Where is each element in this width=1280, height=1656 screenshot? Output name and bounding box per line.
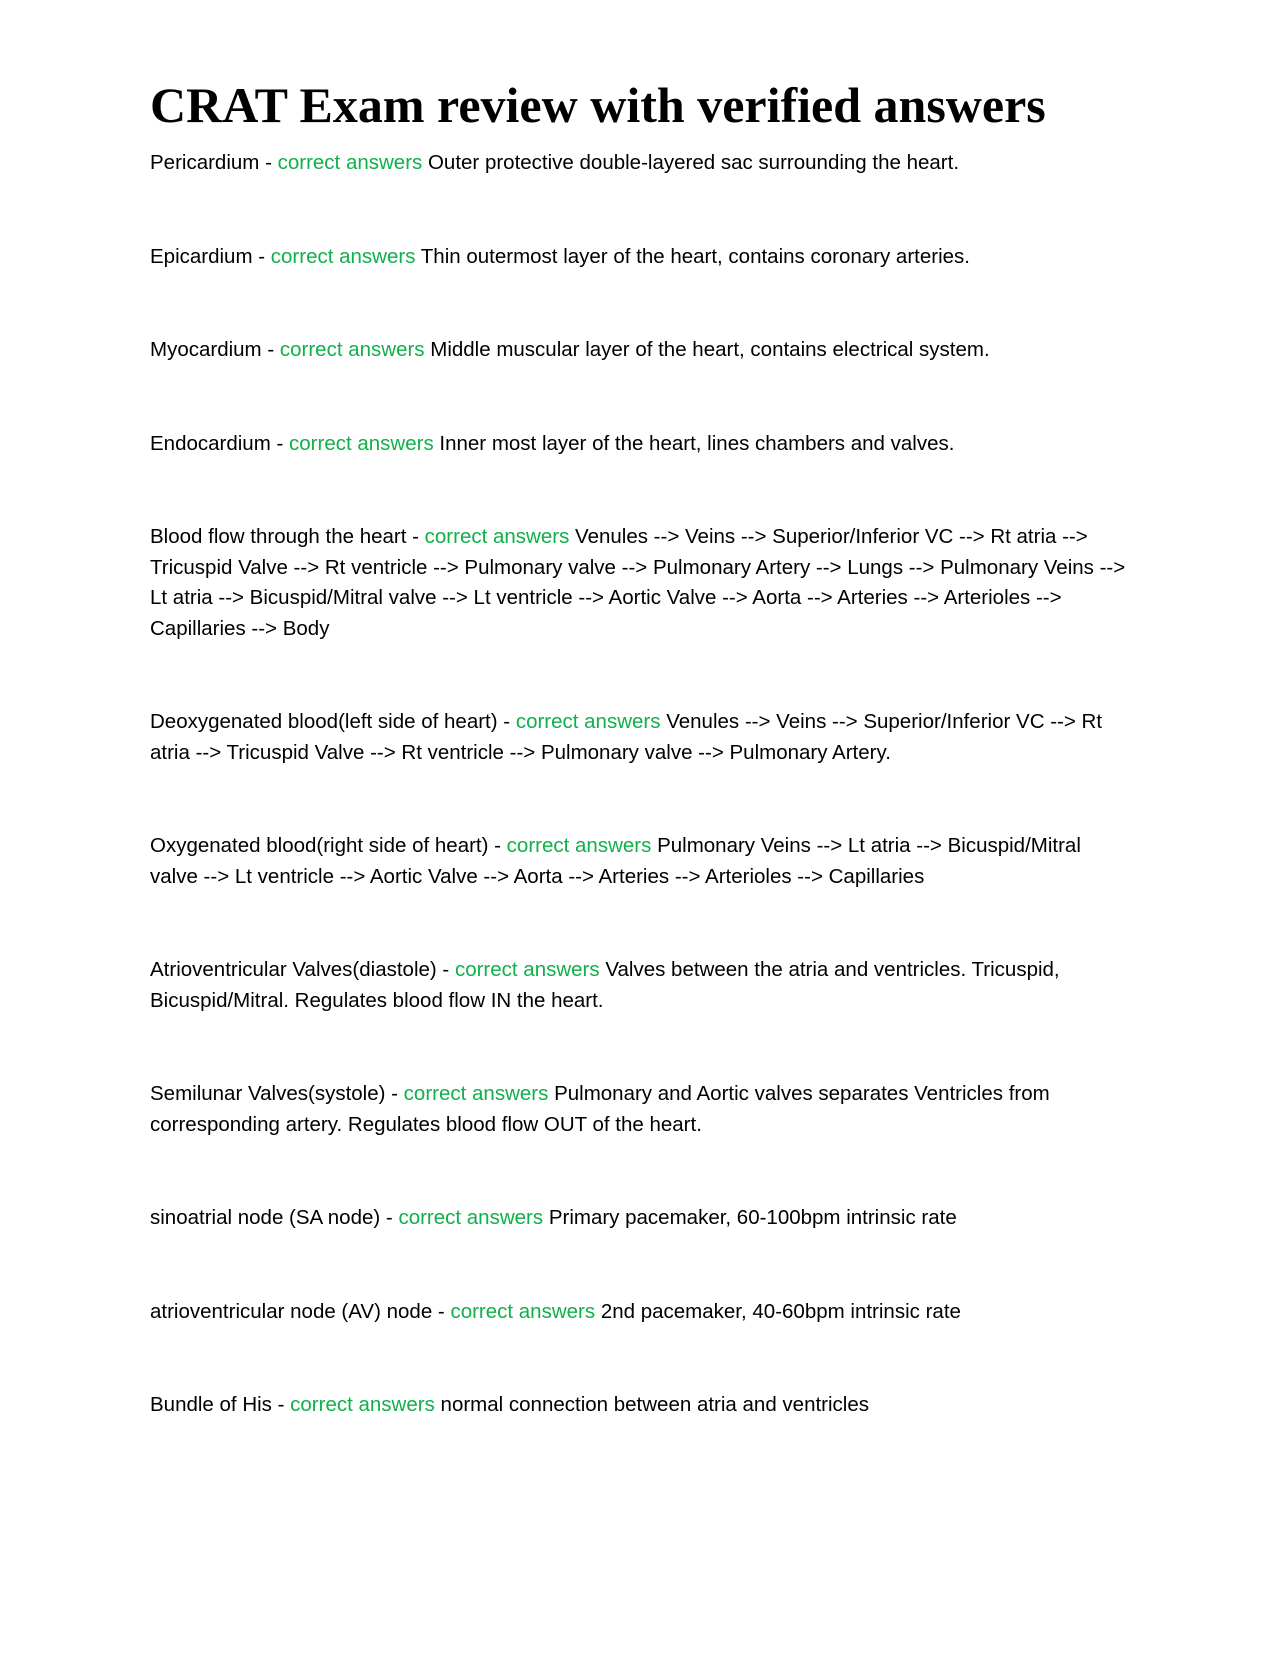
entry-definition: Valves between the atria and ventricles. Tricuspid, Bicuspid/Mitral. Regulates blood flow IN the heart. (150, 958, 1060, 1012)
entry-oxygenated-blood (150, 831, 1130, 892)
entry-epicardium (150, 242, 1130, 273)
entry-list (150, 148, 1130, 1421)
entry-separator: - (488, 834, 507, 857)
entry-separator: - (436, 958, 455, 981)
document-page (150, 70, 1130, 1484)
entry-definition: Inner most layer of the heart, lines chambers and valves. (439, 431, 955, 455)
entry-definition: Thin outermost layer of the heart, contains coronary arteries. (420, 244, 970, 268)
entry-blood-flow (150, 522, 1130, 644)
correct-answers-marker: correct answers (398, 1206, 544, 1229)
correct-answers-marker: correct answers (289, 431, 434, 455)
entry-av-node (150, 1297, 1130, 1328)
entry-term: Pericardium (150, 151, 260, 174)
entry-term: Deoxygenated blood(left side of heart) (150, 710, 498, 733)
entry-deoxygenated-blood (150, 707, 1130, 768)
entry-separator: - (385, 1082, 404, 1105)
entry-term: Semilunar Valves(systole) (150, 1082, 386, 1105)
entry-separator: - (432, 1299, 451, 1323)
entry-bundle-of-his (150, 1390, 1130, 1421)
entry-separator: - (271, 1393, 291, 1416)
correct-answers-marker: correct answers (506, 834, 652, 857)
entry-definition: Primary pacemaker, 60-100bpm intrinsic rate (548, 1206, 957, 1229)
entry-term: Myocardium (150, 338, 262, 361)
entry-endocardium (150, 429, 1130, 460)
entry-definition: 2nd pacemaker, 40-60bpm intrinsic rate (600, 1299, 961, 1323)
entry-definition: Pulmonary and Aortic valves separates Ventricles from corresponding artery. Regulates blood flow OUT of the heart. (150, 1082, 1050, 1136)
entry-term: Bundle of His (150, 1393, 272, 1416)
entry-term: Atrioventricular Valves(diastole) (150, 958, 437, 981)
entry-term: Oxygenated blood(right side of heart) (150, 834, 489, 857)
entry-definition: Venules --> Veins --> Superior/Inferior VC --> Rt atria --> Tricuspid Valve --> Rt ventricle --> Pulmonary valve --> Pulmonary Artery --> Lungs --> Pulmonary Veins --> Lt atria --> Bicuspid/Mitral valve --> Lt ventricle --> Aortic Valve --> Aorta --> Arteries --> Arterioles --> Capillaries --> Body (150, 525, 1126, 640)
correct-answers-marker: correct answers (424, 525, 570, 548)
entry-pericardium (150, 148, 1130, 179)
entry-term: sinoatrial node (SA node) (150, 1206, 381, 1229)
entry-sa-node (150, 1203, 1130, 1234)
entry-term: atrioventricular node (AV) node (150, 1299, 433, 1323)
correct-answers-marker: correct answers (403, 1082, 549, 1105)
correct-answers-marker: correct answers (277, 151, 423, 174)
entry-definition: Venules --> Veins --> Superior/Inferior VC --> Rt atria --> Tricuspid Valve --> Rt ventricle --> Pulmonary valve --> Pulmonary Artery. (150, 710, 1103, 764)
entry-term: Epicardium (150, 244, 253, 268)
entry-separator: - (261, 338, 280, 361)
document-title: CRAT Exam review with verified answers (150, 77, 1046, 133)
entry-definition: normal connection between atria and ventricles (440, 1393, 870, 1416)
entry-semilunar-valves (150, 1079, 1130, 1140)
entry-term: Blood flow through the heart (150, 525, 407, 548)
correct-answers-marker: correct answers (290, 1393, 435, 1416)
correct-answers-marker: correct answers (450, 1299, 596, 1323)
entry-term: Endocardium (150, 431, 271, 455)
entry-separator: - (259, 151, 278, 174)
entry-definition: Middle muscular layer of the heart, contains electrical system. (430, 338, 990, 361)
entry-definition: Outer protective double-layered sac surrounding the heart. (427, 151, 960, 174)
entry-myocardium (150, 335, 1130, 366)
correct-answers-marker: correct answers (454, 958, 600, 981)
entry-separator: - (270, 431, 290, 455)
correct-answers-marker: correct answers (279, 338, 425, 361)
correct-answers-marker: correct answers (515, 710, 661, 733)
entry-atrioventricular-valves (150, 955, 1130, 1016)
entry-separator: - (252, 244, 271, 268)
entry-definition: Pulmonary Veins --> Lt atria --> Bicuspid/Mitral valve --> Lt ventricle --> Aortic Valve --> Aorta --> Arteries --> Arterioles --> Capillaries (150, 834, 1081, 888)
entry-separator: - (406, 525, 425, 548)
entry-separator: - (380, 1206, 399, 1229)
correct-answers-marker: correct answers (270, 244, 416, 268)
entry-separator: - (497, 710, 516, 733)
